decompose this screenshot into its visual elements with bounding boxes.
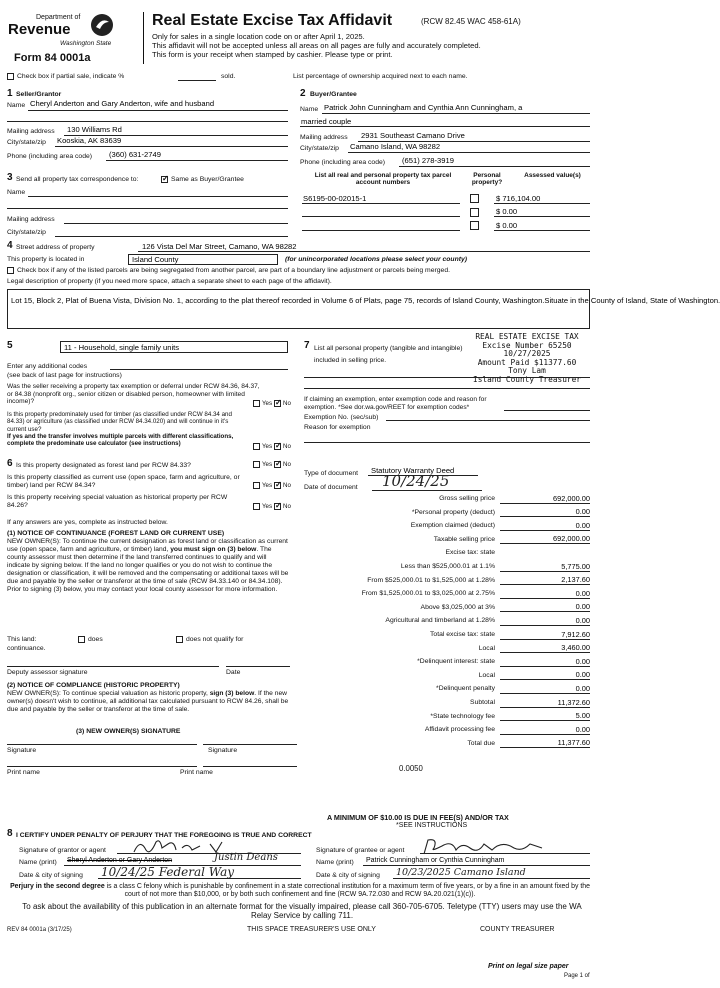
calc-label: *Delinquent penalty (436, 685, 495, 693)
calc-label: *Personal property (deduct) (411, 508, 495, 516)
stamp-line-4: Amount Paid $11377.60 (477, 357, 577, 367)
personal-property-checkbox-3[interactable] (470, 221, 479, 230)
seller-city-field[interactable]: Kooskia, AK 83639 (57, 136, 122, 145)
stamp-line-2: Excise Number 65250 (482, 340, 572, 350)
forest-no-label: No (283, 461, 291, 468)
calc-label: Exemption claimed (deduct) (410, 522, 495, 530)
calc-label: Subtotal (470, 699, 495, 706)
owner-print-label-2: Print name (180, 769, 213, 776)
partial-sale-checkbox[interactable] (7, 73, 14, 80)
historic-yes-checkbox[interactable] (253, 503, 260, 510)
q1-no-checkbox[interactable] (274, 400, 281, 407)
seller-phone-field[interactable]: (360) 631-2749 (109, 150, 161, 159)
sec3-name-label: Name (7, 189, 26, 196)
calc-value[interactable]: 0.00 (575, 602, 590, 612)
calc-value[interactable]: 0.00 (575, 656, 590, 666)
calc-value[interactable]: 7,912.60 (561, 629, 590, 639)
q1-no-label: No (283, 400, 291, 407)
calc-value[interactable]: 0.00 (575, 724, 590, 734)
section-1-number: 1 (7, 88, 13, 99)
section-8-number: 8 (7, 828, 13, 839)
seller-city-label: City/state/zip (7, 139, 46, 146)
q2-no-label: No (283, 443, 291, 450)
same-as-buyer-label: Same as Buyer/Grantee (171, 176, 244, 183)
form-number: Form 84 0001a (14, 52, 91, 64)
same-as-buyer-checkbox[interactable] (161, 176, 168, 183)
calc-value[interactable]: 692,000.00 (553, 493, 590, 503)
sec3-label: Send all property tax correspondence to: (16, 176, 139, 183)
segregate-label: Check box if any of the listed parcels are being segregated from another parcel, are part of a boundary line adjustment or parcels being merged. (17, 267, 450, 274)
assessed-value-2[interactable]: $ 0.00 (496, 207, 518, 216)
q1-yes-checkbox[interactable] (253, 400, 260, 407)
calc-underline (500, 584, 590, 585)
calc-label: Less than $525,000.01 at 1.1% (400, 563, 495, 570)
legal-description-box[interactable] (7, 289, 720, 329)
calc-value[interactable]: 0.00 (575, 670, 590, 680)
seller-heading: Seller/Grantor (16, 91, 62, 98)
calc-underline (500, 503, 590, 504)
if-yes-note: If any answers are yes, complete as instructed below. (7, 519, 168, 526)
continuance-label: continuance. (7, 645, 46, 652)
rcw-citation: (RCW 82.45 WAC 458-61A) (421, 17, 521, 26)
assessed-value-3[interactable]: $ 0.00 (496, 221, 518, 230)
grantor-agent-name[interactable]: Justin Deans (214, 852, 278, 863)
calc-underline (500, 734, 590, 735)
calc-value[interactable]: 2,137.60 (561, 575, 590, 585)
revision-number: REV 84 0001a (3/17/25) (7, 927, 72, 933)
calc-label: *Delinquent interest: state (417, 658, 495, 666)
calc-label: Affidavit processing fee (424, 726, 495, 734)
grantor-date-label: Date & city of signing (19, 872, 83, 879)
buyer-addr-field[interactable]: 2931 Southeast Camano Drive (361, 131, 465, 140)
buyer-name-field-1[interactable]: Patrick John Cunningham and Cynthia Ann Cunningham, a (324, 103, 523, 112)
parcels-header-accounts: List all real and personal property tax parcel account numbers (314, 172, 452, 187)
county-treasurer-label: COUNTY TREASURER (480, 926, 555, 933)
seller-phone-label: Phone (including area code) (7, 153, 93, 160)
local-rate: 0.0050 (399, 764, 423, 773)
segregate-checkbox[interactable] (7, 267, 14, 274)
grantor-name-label: Name (print) (19, 859, 57, 866)
calc-underline (500, 611, 590, 612)
calc-underline (500, 679, 590, 680)
stamp-line-6: Island County Treasurer (473, 374, 581, 384)
treasurer-use-label: THIS SPACE TREASURER'S USE ONLY (247, 926, 376, 933)
personal-property-checkbox-1[interactable] (470, 194, 479, 203)
logo-agency: Revenue (8, 21, 71, 38)
street-field[interactable]: 126 Vista Del Mar Street, Camano, WA 98282 (142, 242, 297, 251)
calc-label: Local (478, 671, 495, 679)
calc-underline (500, 625, 590, 626)
buyer-phone-label: Phone (including area code) (300, 159, 386, 166)
deputy-date-label: Date (226, 669, 241, 676)
calc-label: Gross selling price (439, 495, 495, 502)
calc-label: Total excise tax: state (430, 631, 495, 638)
current-use-question: Is this property classified as current use (open space, farm and agriculture, or timber) land per RCW 84.34? (7, 474, 240, 489)
grantee-signature-label: Signature of grantee or agent (316, 847, 405, 854)
header-line-3: This form is your receipt when stamped by cashier. Please type or print. (152, 50, 393, 59)
stamp-line-3: 10/27/2025 (503, 349, 551, 359)
header-divider (143, 12, 144, 64)
notice-continuance-heading: (1) NOTICE OF CONTINUANCE (FOREST LAND OR CURRENT USE) (7, 530, 225, 537)
seller-name-label: Name (7, 102, 26, 109)
ownership-note: List percentage of ownership acquired next to each name. (293, 73, 468, 80)
q1-yes-label: Yes (262, 400, 273, 407)
stamp-line-5: Tony Lam (508, 366, 546, 376)
current-use-yes-label: Yes (262, 482, 273, 489)
calc-label: Total due (467, 739, 495, 747)
legal-paper-note: Print on legal size paper (488, 963, 569, 970)
calc-label: From $525,000.01 to $1,525,000 at 1.28% (367, 576, 495, 584)
doc-date-label: Date of document (304, 484, 358, 491)
calc-value[interactable]: 5.00 (575, 711, 590, 721)
see-instructions-note: *SEE INSTRUCTIONS (396, 822, 468, 829)
calc-underline (500, 639, 590, 640)
section-5-number: 5 (7, 340, 13, 351)
notice-continuance-text: NEW OWNER(S): To continue the current designation as forest land or classification as current use (open space, farm and agriculture, or timber) land, you must sign on (3) below. The county assessor must then determine if the land transferred continues to qualify and will indicate by signing below. If the land no longer qualifies or you do not wish to continue the designation or classification, it will be removed and the compensating or additional taxes will be due and payable by the seller or transferor at the time of sale (RCW 84.33.140 or 84.34.108). Prior to signing (3) below, you may contact your local county assessor for more information. (7, 538, 289, 593)
this-land-label: This land: (7, 636, 37, 643)
seller-addr-label: Mailing address (7, 128, 55, 135)
section-4-number: 4 (7, 240, 13, 251)
parcels-header-assessed: Assessed value(s) (524, 172, 581, 179)
partial-percent-line (178, 80, 216, 81)
historic-question: Is this property receiving special valuation as historical property per RCW 84.26? (7, 494, 228, 509)
calc-underline (500, 543, 590, 544)
calc-label: Local (478, 644, 495, 652)
q2-no-checkbox[interactable] (274, 443, 281, 450)
new-owner-signature-heading: (3) NEW OWNER(S) SIGNATURE (76, 728, 181, 735)
calc-underline (500, 666, 590, 667)
see-back-label: (see back of last page for instructions) (7, 372, 122, 379)
grantee-date-label: Date & city of signing (316, 872, 380, 879)
section-7-number: 7 (304, 340, 310, 351)
located-label: This property is located in (7, 256, 85, 263)
current-use-no-checkbox[interactable] (274, 482, 281, 489)
section-6-number: 6 (7, 458, 13, 469)
seller-name-field[interactable]: Cheryl Anderton and Gary Anderton, wife and husband (30, 99, 215, 108)
current-use-yes-checkbox[interactable] (253, 482, 260, 489)
parcel-number-1[interactable]: S6195-00-02015-1 (303, 194, 367, 203)
calc-underline (500, 707, 590, 708)
assessed-value-1[interactable]: $ 716,104.00 (496, 194, 541, 203)
logo-dept: Department of (36, 14, 81, 21)
additional-codes-label: Enter any additional codes (7, 363, 88, 370)
land-does-not-checkbox[interactable] (176, 636, 183, 643)
buyer-name-label: Name (300, 106, 319, 113)
calc-label: Above $3,025,000 at 3% (420, 603, 495, 611)
calc-underline (500, 530, 590, 531)
perjury-notice: Perjury in the second degree is a class C felony which is punishable by confinement in a state correctional institution for a maximum term of five years, or by a fine in an amount fixed by the court of not more than $10,000, or by both such confinement and fine (RCW 9A.72.030 and RCW 9A.20.021(1)(c)). (10, 883, 590, 898)
current-use-no-label: No (283, 482, 291, 489)
calc-underline (500, 693, 590, 694)
grantee-name-field[interactable]: Patrick Cunningham or Cynthia Cunningham (366, 857, 505, 864)
personal-property-checkbox-2[interactable] (470, 208, 479, 217)
header-line-2: This affidavit will not be accepted unless all areas on all pages are fully and accurately completed. (152, 41, 481, 50)
exemption-reason-label: Reason for exemption (304, 424, 371, 431)
historic-no-label: No (283, 503, 291, 510)
county-select-value: Island County (132, 255, 179, 264)
owner-signature-label-2: Signature (208, 747, 238, 754)
grantor-date-field[interactable]: 10/24/25 Federal Way (101, 865, 235, 879)
sec3-addr-label: Mailing address (7, 216, 55, 223)
timber-question: Is this property predominately used for timber (as classified under RCW 84.34 and 84.33) or agriculture (as classified under RCW 84.34.020) and will continue in it's current use? (7, 411, 232, 433)
land-use-select-value: 11 - Household, single family units (64, 343, 180, 352)
buyer-phone-field[interactable]: (651) 278-3919 (402, 156, 454, 165)
calc-value[interactable]: 5,775.00 (561, 561, 590, 571)
calc-value[interactable]: 0.00 (575, 615, 590, 625)
unincorporated-note: (for unincorporated locations please select your county) (285, 256, 468, 263)
calc-value[interactable]: 3,460.00 (561, 643, 590, 653)
buyer-heading: Buyer/Grantee (310, 91, 357, 98)
legal-desc-label: Legal description of property (if you need more space, attach a separate sheet to each page of the affidavit). (7, 278, 332, 285)
calc-value[interactable]: 0.00 (575, 588, 590, 598)
q2-yes-checkbox[interactable] (253, 443, 260, 450)
calc-value[interactable]: 11,377.60 (557, 738, 590, 748)
seller-addr-field[interactable]: 130 Williams Rd (67, 125, 122, 134)
logo-state: Washington State (60, 40, 112, 47)
grantee-signature[interactable] (418, 836, 558, 858)
deputy-signature-label: Deputy assessor signature (7, 669, 88, 676)
partial-sold-label: sold. (221, 73, 236, 80)
stamp-line-1: REAL ESTATE EXCISE TAX (475, 332, 579, 341)
exemption-deferral-question: Was the seller receiving a property tax exemption or deferral under RCW 84.36, 84.37, or 84.38 (nonprofit org., senior citizen or disabled person, homeowner with limited income)? (7, 383, 260, 406)
dor-logo (6, 8, 130, 64)
page-number: Page 1 of (564, 973, 590, 979)
grantor-name-field[interactable]: Sheryl Anderton or Gary Anderton (67, 857, 173, 864)
calc-value[interactable]: 692,000.00 (553, 534, 590, 544)
calc-label: Agricultural and timberland at 1.28% (385, 617, 495, 625)
doc-date-field[interactable]: 10/24/25 (382, 472, 450, 490)
parcels-header-personal: Personal property? (471, 172, 503, 187)
certify-statement: I CERTIFY UNDER PENALTY OF PERJURY THAT THE FOREGOING IS TRUE AND CORRECT (16, 832, 312, 839)
land-use-select[interactable] (60, 341, 288, 353)
timber-question-note: If yes and the transfer involves multiple parcels with different classifications, complete the predominate use calculator (see instructions) (7, 433, 234, 448)
grantee-date-field[interactable]: 10/23/2025 Camano Island (396, 867, 526, 878)
buyer-addr-label: Mailing address (300, 134, 348, 141)
land-does-label: does (88, 636, 103, 643)
buyer-name-field-2[interactable]: married couple (301, 117, 352, 126)
forest-no-checkbox[interactable] (274, 461, 281, 468)
partial-sale-label: Check box if partial sale, indicate % (17, 73, 125, 80)
owner-signature-label-1: Signature (7, 747, 37, 754)
sec3-city-label: City/state/zip (7, 229, 46, 236)
calc-label: Taxable selling price (433, 535, 495, 543)
historic-yes-label: Yes (262, 503, 273, 510)
doc-type-field[interactable]: Statutory Warranty Deed (371, 466, 455, 475)
calc-underline (500, 516, 590, 517)
q2-yes-label: Yes (262, 443, 273, 450)
calc-underline (500, 747, 590, 748)
section-2-number: 2 (300, 88, 306, 99)
logo-swirl-icon (90, 13, 114, 37)
page-title: Real Estate Excise Tax Affidavit (152, 12, 393, 29)
section-3-number: 3 (7, 172, 13, 183)
minimum-due-note: A MINIMUM OF $10.00 IS DUE IN FEE(S) AND/OR TAX (327, 813, 509, 822)
calc-underline (500, 720, 590, 721)
calc-underline (500, 598, 590, 599)
grantor-signature-label: Signature of grantor or agent (19, 847, 106, 854)
calc-underline (500, 571, 590, 572)
historic-no-checkbox[interactable] (274, 503, 281, 510)
personal-property-list-label: List all personal property (tangible and intangible) included in selling price. (314, 345, 463, 364)
grantee-name-label: Name (print) (316, 859, 354, 866)
land-does-checkbox[interactable] (78, 636, 85, 643)
calc-label: From $1,525,000.01 to $3,025,000 at 2.75% (361, 590, 495, 598)
buyer-city-label: City/state/zip (300, 145, 339, 152)
street-label: Street address of property (16, 244, 95, 251)
calc-label: *State technology fee (430, 712, 495, 720)
forest-yes-checkbox[interactable] (253, 461, 260, 468)
header-line-1: Only for sales in a single location code on or after April 1, 2025. (152, 32, 365, 41)
exemption-instructions: If claiming an exemption, enter exemption code and reason for exemption. *See dor.wa.gov/REET for exemption codes* (304, 396, 487, 411)
notice-compliance-text: NEW OWNER(S): To continue special valuation as historic property, sign (3) below. If the new owner(s) doesn't wish to continue, all additional tax calculated pursuant to RCW 84.26, shall be due and payable by the seller or transferor at the time of sale. (7, 690, 289, 713)
buyer-city-field[interactable]: Camano Island, WA 98282 (350, 142, 441, 151)
calc-underline (500, 652, 590, 653)
county-select[interactable] (128, 254, 278, 265)
owner-print-label-1: Print name (7, 769, 40, 776)
land-does-not-label: does not qualify for (186, 636, 244, 643)
calc-label: Excise tax: state (445, 549, 495, 557)
calc-value[interactable]: 0.00 (575, 520, 590, 530)
legal-description-text: Lot 15, Block 2, Plat of Buena Vista, Division No. 1, according to the plat thereof recorded in Volume 6 of Plats, page 75, records of Island County, Washington.Situate in the County of Island, State of Washington. (11, 296, 720, 305)
calc-value[interactable]: 11,372.60 (557, 697, 590, 707)
doc-type-label: Type of document (304, 470, 359, 477)
forest-yes-label: Yes (262, 461, 273, 468)
calc-value[interactable]: 0.00 (575, 683, 590, 693)
calc-value[interactable]: 0.00 (575, 507, 590, 517)
forest-land-question: Is this property designated as forest land per RCW 84.33? (16, 462, 191, 469)
exemption-no-label: Exemption No. (sec/sub) (304, 414, 379, 421)
alt-format-notice: To ask about the availability of this publication in an alternate format for the visually impaired, please call 360-705-6705. Teletype (TTY) users may use the WA Relay Service by calling 711. (22, 902, 582, 920)
notice-compliance-heading: (2) NOTICE OF COMPLIANCE (HISTORIC PROPERTY) (7, 682, 180, 689)
